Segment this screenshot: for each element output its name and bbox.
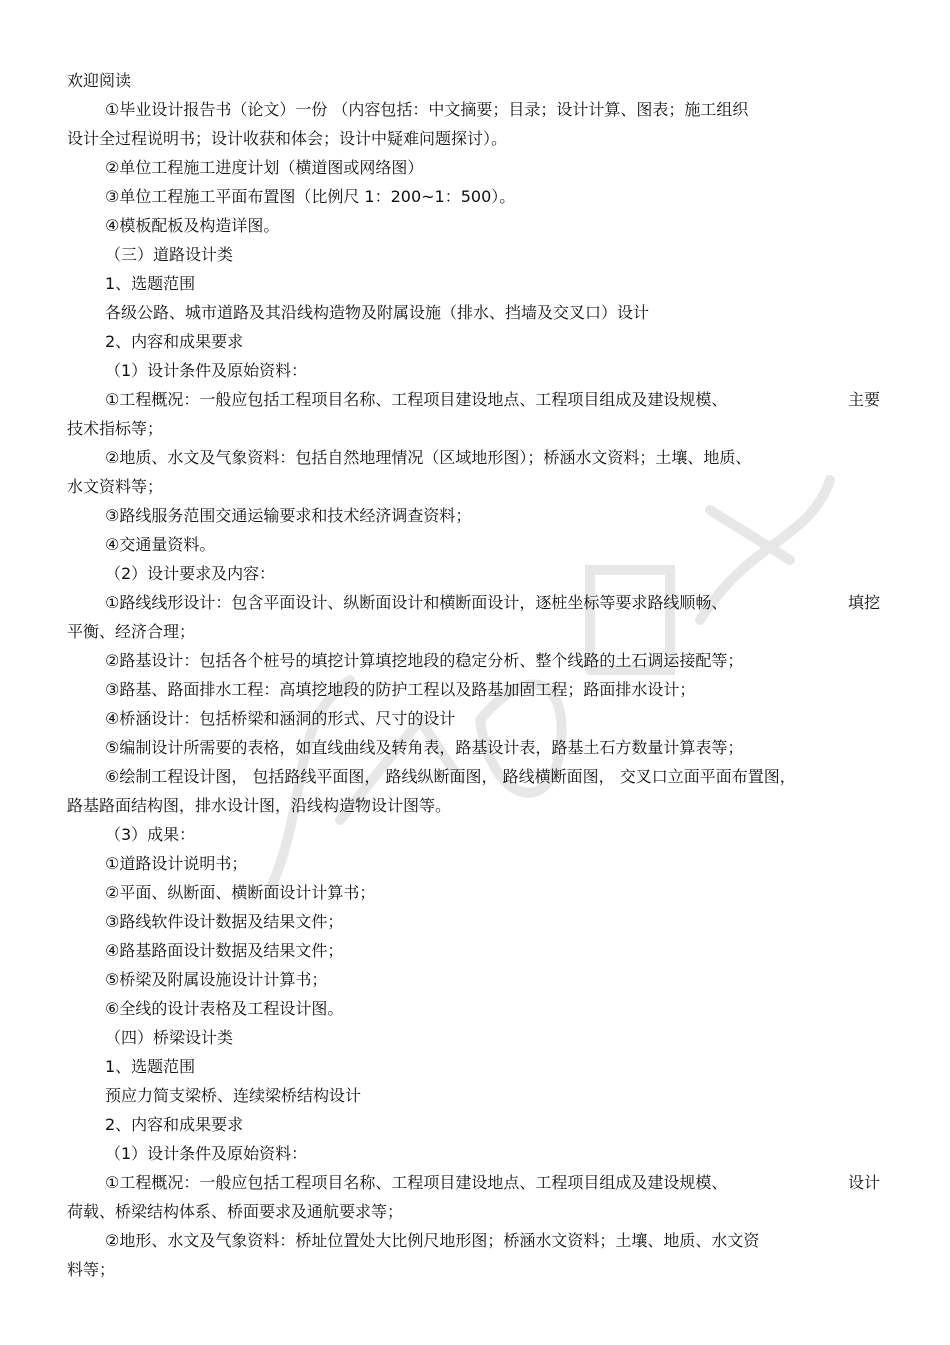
subsection-heading: 1、选题范围 [105,1057,196,1076]
paragraph-line: ③路基、路面排水工程：高填挖地段的防护工程以及路基加固工程；路面排水设计； [105,680,696,699]
subsection-heading: 2、内容和成果要求 [105,332,244,351]
paragraph-line: ②地形、水文及气象资料：桥址位置处大比例尺地形图；桥涵水文资料；土壤、地质、水文资 [105,1231,760,1250]
paragraph-text: 主要 [847,390,880,409]
paragraph-line: ④桥涵设计：包括桥梁和涵洞的形式、尺寸的设计 [105,709,456,728]
paragraph-line: 水文资料等； [67,477,164,496]
paragraph-line: 各级公路、城市道路及其沿线构造物及附属设施（排水、挡墙及交叉口）设计 [105,303,650,322]
paragraph-line: ②路基设计：包括各个桩号的填挖计算填挖地段的稳定分析、整个线路的土石调运接配等； [105,651,744,670]
list-item: ②平面、纵断面、横断面设计计算书； [105,883,376,902]
paragraph-text: 填挖 [847,593,880,612]
section-heading: （三）道路设计类 [105,245,234,264]
list-item: ④路基路面设计数据及结果文件； [105,941,344,960]
paragraph-line: 平衡、经济合理； [67,622,196,641]
subsection-heading: 2、内容和成果要求 [105,1115,244,1134]
paragraph-line: ④交通量资料。 [105,535,216,554]
subsection-heading: （1）设计条件及原始资料： [105,361,308,380]
paragraph-text: ①工程概况：一般应包括工程项目名称、工程项目建设地点、工程项目组成及建设规模、 [105,1173,728,1192]
paragraph-line [105,390,880,410]
paragraph-line: 设计全过程说明书；设计收获和体会；设计中疑难问题探讨）。 [67,129,508,148]
list-item: ③路线软件设计数据及结果文件； [105,912,344,931]
paragraph-line: ③单位工程施工平面布置图（比例尺 1：200~1：500）。 [105,187,516,206]
paragraph-line: 荷载、桥梁结构体系、桥面要求及通航要求等； [67,1202,404,1221]
paragraph-line: 技术指标等； [67,419,164,438]
paragraph-line: ②地质、水文及气象资料：包括自然地理情况（区域地形图）；桥涵水文资料；土壤、地质、 [105,448,752,467]
list-item: ①道路设计说明书； [105,854,248,873]
paragraph-line [105,1173,880,1193]
paragraph-line: ④模板配板及构造详图。 [105,216,280,235]
subsection-heading: （2）设计要求及内容： [105,564,276,583]
section-heading: （四）桥梁设计类 [105,1028,234,1047]
paragraph-line: 预应力简支梁桥、连续梁桥结构设计 [105,1086,362,1105]
paragraph-line: ⑥绘制工程设计图， 包括路线平面图， 路线纵断面图， 路线横断面图， 交叉口立面平面布置图， [105,767,796,786]
paragraph-line: ⑤编制设计所需要的表格，如直线曲线及转角表，路基设计表，路基土石方数量计算表等； [105,738,744,757]
paragraph-line: 料等； [67,1260,116,1279]
list-item: ⑤桥梁及附属设施设计计算书； [105,970,328,989]
subsection-heading: （3）成果： [105,825,196,844]
paragraph-text: 设计 [847,1173,880,1192]
paragraph-text: ①路线线形设计：包含平面设计、纵断面设计和横断面设计，逐桩坐标等要求路线顺畅、 [105,593,728,612]
paragraph-text: ①工程概况：一般应包括工程项目名称、工程项目建设地点、工程项目组成及建设规模、 [105,390,728,409]
header-welcome: 欢迎阅读 [67,71,132,90]
paragraph-line: 路基路面结构图，排水设计图，沿线构造物设计图等。 [67,796,452,815]
paragraph-line: ①毕业设计报告书（论文）一份 （内容包括：中文摘要；目录；设计计算、图表；施工组织 [105,100,749,119]
paragraph-line: ③路线服务范围交通运输要求和技术经济调查资料； [105,506,472,525]
paragraph-line: ②单位工程施工进度计划（横道图或网络图） [105,158,424,177]
subsection-heading: 1、选题范围 [105,274,196,293]
subsection-heading: （1）设计条件及原始资料： [105,1144,308,1163]
list-item: ⑥全线的设计表格及工程设计图。 [105,999,344,1018]
paragraph-line [105,593,880,613]
